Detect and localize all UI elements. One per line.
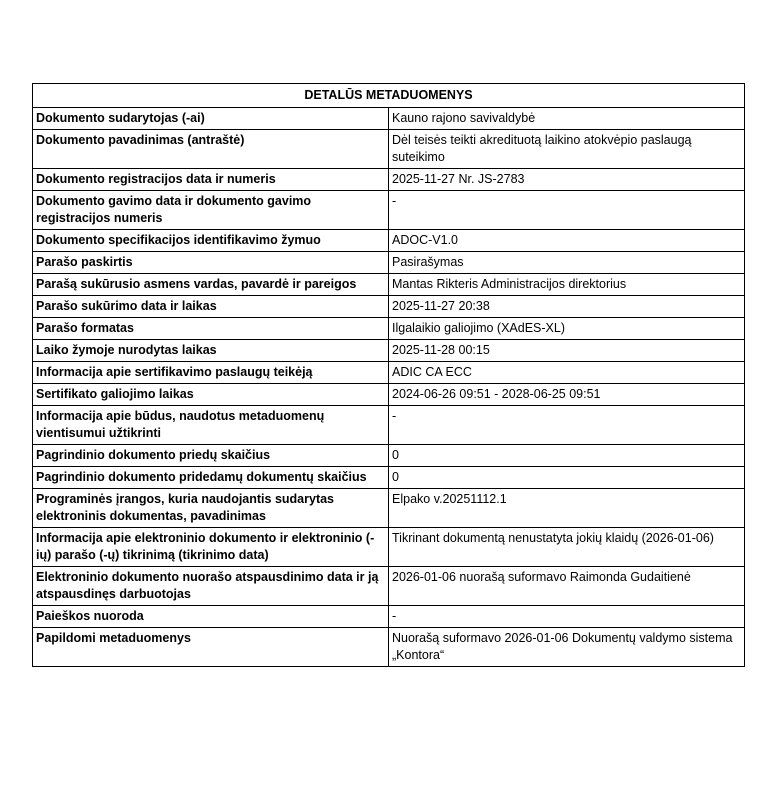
table-row <box>33 362 745 384</box>
row-label: Parašo formatas <box>33 318 389 340</box>
table-row <box>33 445 745 467</box>
table-title: DETALŪS METADUOMENYS <box>33 84 745 108</box>
table-header-row <box>33 84 745 108</box>
row-label: Dokumento registracijos data ir numeris <box>33 169 389 191</box>
table-row <box>33 384 745 406</box>
row-value: Ilgalaikio galiojimo (XAdES-XL) <box>389 318 745 340</box>
table-row <box>33 169 745 191</box>
row-value: Elpako v.20251112.1 <box>389 489 745 528</box>
row-value: Kauno rajono savivaldybė <box>389 108 745 130</box>
row-value: 2025-11-27 20:38 <box>389 296 745 318</box>
row-label: Laiko žymoje nurodytas laikas <box>33 340 389 362</box>
row-label: Papildomi metaduomenys <box>33 628 389 667</box>
row-label: Elektroninio dokumento nuorašo atspausdinimo data ir ją atspausdinęs darbuotojas <box>33 567 389 606</box>
metadata-table <box>32 83 745 667</box>
table-row <box>33 230 745 252</box>
row-value: 2025-11-27 Nr. JS-2783 <box>389 169 745 191</box>
row-value: 2024-06-26 09:51 - 2028-06-25 09:51 <box>389 384 745 406</box>
row-value: - <box>389 606 745 628</box>
row-label: Parašą sukūrusio asmens vardas, pavardė ir pareigos <box>33 274 389 296</box>
row-value: 2026-01-06 nuorašą suformavo Raimonda Gudaitienė <box>389 567 745 606</box>
table-row <box>33 252 745 274</box>
row-value: - <box>389 406 745 445</box>
row-label: Dokumento pavadinimas (antraštė) <box>33 130 389 169</box>
table-row <box>33 467 745 489</box>
row-value: 0 <box>389 467 745 489</box>
table-row <box>33 489 745 528</box>
row-value: 2025-11-28 00:15 <box>389 340 745 362</box>
row-value: Mantas Rikteris Administracijos direktorius <box>389 274 745 296</box>
table-row <box>33 628 745 667</box>
row-value: Nuorašą suformavo 2026-01-06 Dokumentų valdymo sistema „Kontora“ <box>389 628 745 667</box>
row-value: - <box>389 191 745 230</box>
table-row <box>33 528 745 567</box>
row-value: 0 <box>389 445 745 467</box>
row-label: Informacija apie būdus, naudotus metaduomenų vientisumui užtikrinti <box>33 406 389 445</box>
row-label: Dokumento gavimo data ir dokumento gavimo registracijos numeris <box>33 191 389 230</box>
row-label: Paieškos nuoroda <box>33 606 389 628</box>
row-label: Informacija apie sertifikavimo paslaugų teikėją <box>33 362 389 384</box>
table-row <box>33 130 745 169</box>
table-row <box>33 318 745 340</box>
row-label: Dokumento specifikacijos identifikavimo žymuo <box>33 230 389 252</box>
row-label: Informacija apie elektroninio dokumento ir elektroninio (-ių) parašo (-ų) tikrinimą (tikrinimo data) <box>33 528 389 567</box>
row-label: Parašo paskirtis <box>33 252 389 274</box>
row-label: Dokumento sudarytojas (-ai) <box>33 108 389 130</box>
row-value: ADOC-V1.0 <box>389 230 745 252</box>
row-label: Pagrindinio dokumento priedų skaičius <box>33 445 389 467</box>
table-row <box>33 274 745 296</box>
table-body <box>33 108 745 667</box>
table-row <box>33 108 745 130</box>
table-row <box>33 191 745 230</box>
table-row <box>33 606 745 628</box>
table-row <box>33 296 745 318</box>
table-row <box>33 340 745 362</box>
row-label: Programinės įrangos, kuria naudojantis sudarytas elektroninis dokumentas, pavadinimas <box>33 489 389 528</box>
row-label: Sertifikato galiojimo laikas <box>33 384 389 406</box>
row-label: Parašo sukūrimo data ir laikas <box>33 296 389 318</box>
table-row <box>33 567 745 606</box>
row-value: ADIC CA ECC <box>389 362 745 384</box>
row-value: Tikrinant dokumentą nenustatyta jokių klaidų (2026-01-06) <box>389 528 745 567</box>
row-value: Pasirašymas <box>389 252 745 274</box>
row-value: Dėl teisės teikti akredituotą laikino atokvėpio paslaugą suteikimo <box>389 130 745 169</box>
table-row <box>33 406 745 445</box>
row-label: Pagrindinio dokumento pridedamų dokumentų skaičius <box>33 467 389 489</box>
